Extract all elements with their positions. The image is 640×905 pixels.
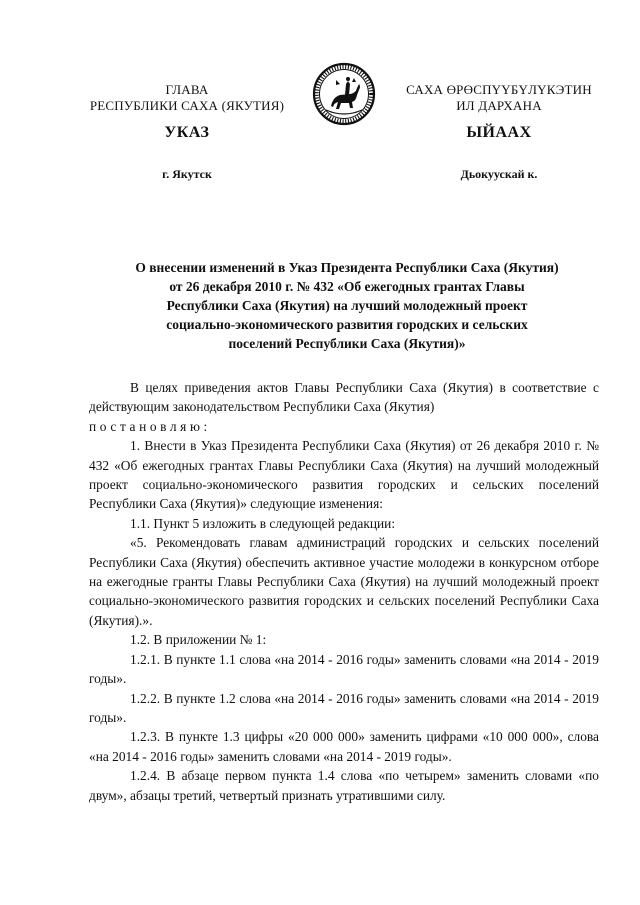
paragraph-1-1: 1.1. Пункт 5 изложить в следующей редакции:	[130, 515, 396, 531]
paragraph-1: 1. Внести в Указ Президента Республики Саха (Якутия) от 26 декабря 2010 г. № 432 «Об ежегодных грантах Главы Республики Саха (Якутия) на лучший молодежный проект социально-экономического развития городских и сельских поселений Республики Саха (Якутия)» следующие изменения:	[89, 438, 599, 512]
header-left	[72, 82, 302, 114]
decree-kind-ru: УКАЗ	[164, 124, 210, 141]
header-left-line1: ГЛАВА	[165, 82, 209, 97]
decree-kind-sah: ЫЙААХ	[466, 124, 532, 141]
document-title	[82, 258, 612, 353]
paragraph-1-2: 1.2. В приложении № 1:	[130, 632, 267, 648]
city-sah: Дьокуускай к.	[460, 167, 538, 181]
city-ru: г. Якутск	[162, 167, 212, 181]
header-right-line2: ИЛ ДАРХАНА	[456, 98, 542, 113]
header-right	[388, 82, 610, 114]
paragraph-1-1-text: «5. Рекомендовать главам администраций городских и сельских поселений Республики Саха (Якутия) обеспечить активное участие молодежи в конкурсном отборе на ежегодные гранты Главы Республики Саха (Якутия) на лучший молодежный проект социально-экономического развития городских и сельских поселений Республики Саха (Якутия).».	[89, 535, 599, 628]
paragraph-decree-word: постановляю:	[89, 418, 211, 434]
paragraph-1-2-1: 1.2.1. В пункте 1.1 слова «на 2014 - 2016 годы» заменить словами «на 2014 - 2019 годы».	[89, 651, 599, 687]
title-line: О внесении изменений в Указ Президента Республики Саха (Якутия)	[135, 260, 559, 275]
title-line: поселений Республики Саха (Якутия)»	[228, 336, 466, 351]
title-line: от 26 декабря 2010 г. № 432 «Об ежегодных грантах Главы	[169, 279, 525, 294]
paragraph-intro: В целях приведения актов Главы Республики Саха (Якутия) в соответствие с действующим законодательством Республики Саха (Якутия)	[89, 380, 599, 415]
document-body	[89, 378, 599, 805]
title-line: социально-экономического развития городских и сельских	[166, 317, 528, 332]
header-right-line1: САХА ӨРӨСПҮҮБҮЛҮКЭТИН	[406, 82, 592, 97]
header-left-line2: РЕСПУБЛИКИ САХА (ЯКУТИЯ)	[89, 98, 285, 113]
paragraph-1-2-3: 1.2.3. В пункте 1.3 цифры «20 000 000» заменить цифрами «10 000 000», слова «на 2014 - 2016 годы» заменить словами «на 2014 - 2019 годы».	[89, 729, 599, 764]
title-line: Республики Саха (Якутия) на лучший молодежный проект	[166, 298, 528, 313]
paragraph-1-2-2: 1.2.2. В пункте 1.2 слова «на 2014 - 2016 годы» заменить словами «на 2014 - 2019 годы».	[89, 690, 599, 725]
coat-of-arms-icon	[312, 62, 376, 126]
paragraph-1-2-4: 1.2.4. В абзаце первом пункта 1.4 слова «по четырем» заменить словами «по двум», абзацы третий, четвертый признать утратившими силу.	[89, 768, 599, 803]
